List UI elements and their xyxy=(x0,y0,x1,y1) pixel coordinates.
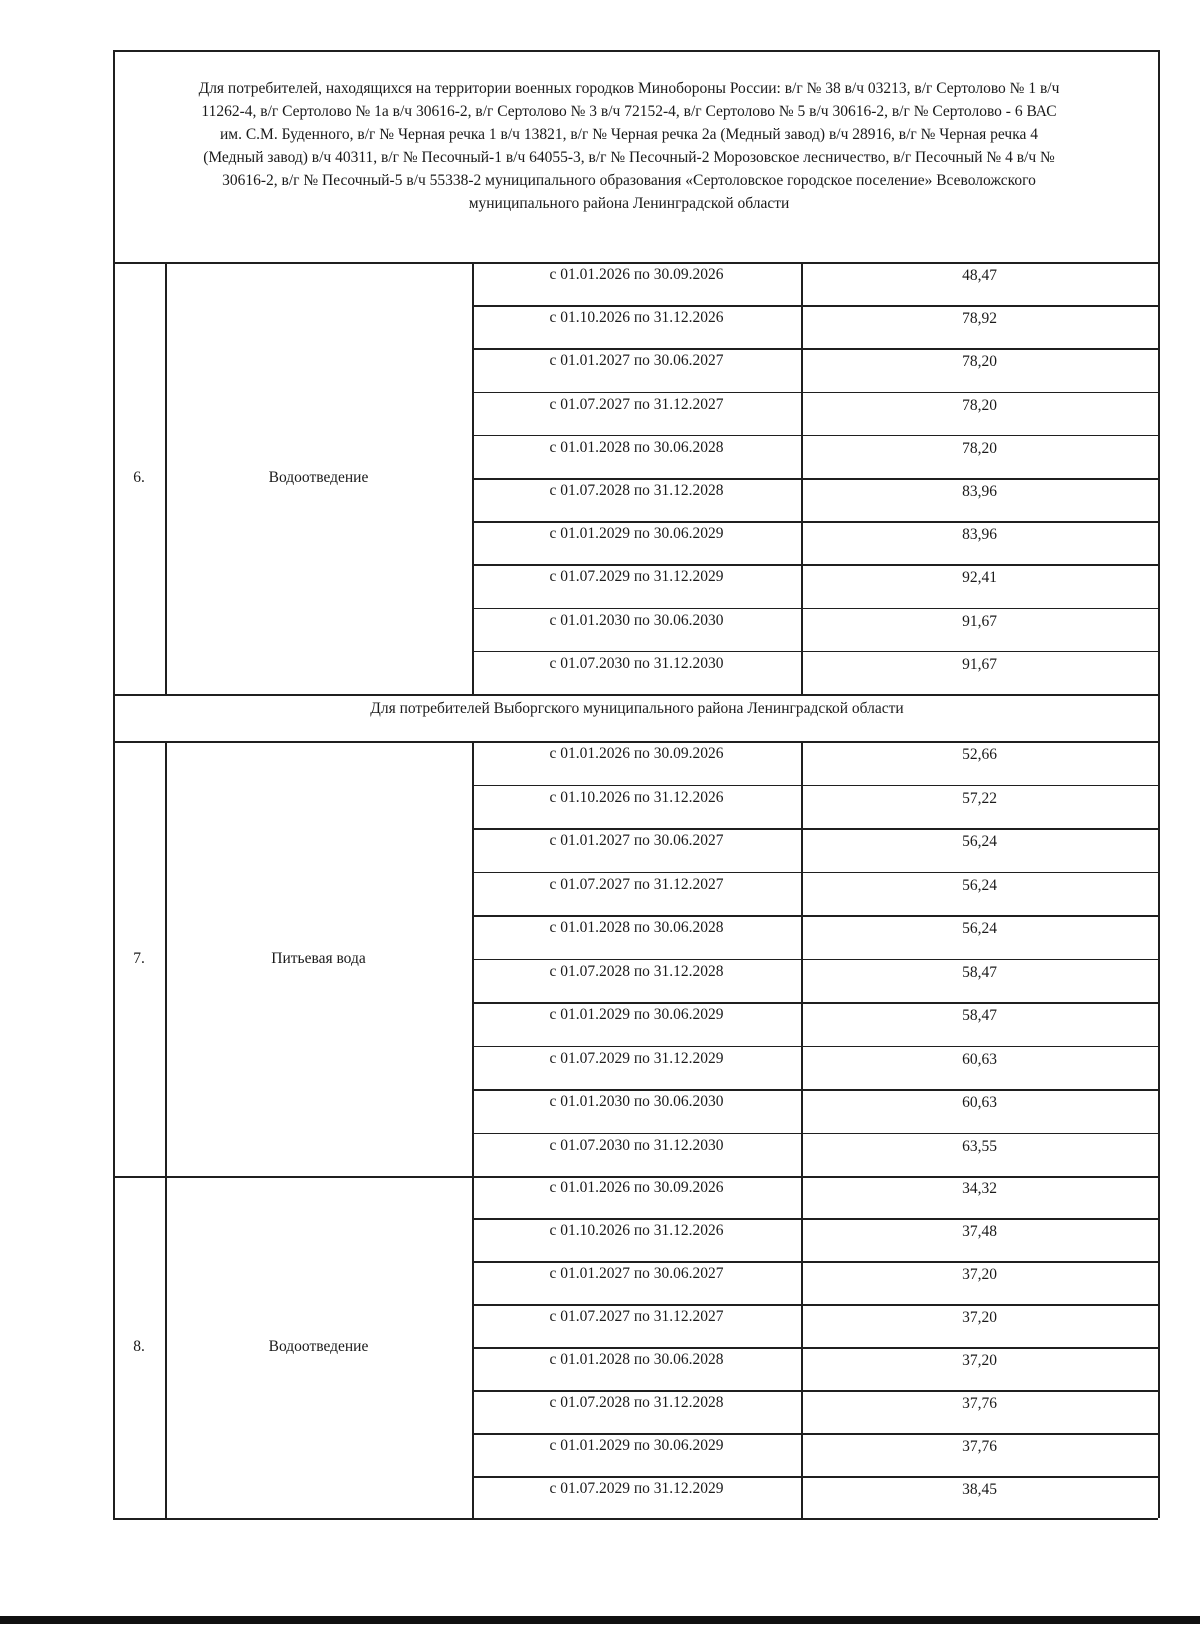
tariff-value-cell: 56,24 xyxy=(962,876,997,894)
period-cell: с 01.01.2027 по 30.06.2027 xyxy=(549,1265,724,1282)
period-cell: с 01.01.2029 по 30.06.2029 xyxy=(549,1437,724,1454)
tariff-value-cell: 58,47 xyxy=(962,1007,997,1024)
period-row-divider xyxy=(472,521,1158,523)
tariff-value-cell: 38,45 xyxy=(962,1481,997,1498)
section-heading-top-border xyxy=(113,694,1158,696)
period-row-divider xyxy=(472,1476,1158,1478)
service-name: Водоотведение xyxy=(268,469,369,486)
period-cell: с 01.07.2028 по 31.12.2028 xyxy=(549,482,724,499)
period-cell: с 01.07.2028 по 31.12.2028 xyxy=(549,962,724,980)
period-cell: с 01.07.2027 по 31.12.2027 xyxy=(549,875,724,893)
tariff-value-cell: 60,63 xyxy=(962,1094,997,1111)
tariff-value-cell: 78,92 xyxy=(962,310,997,328)
tariff-value-cell: 78,20 xyxy=(962,439,997,457)
period-cell: с 01.01.2029 по 30.06.2029 xyxy=(549,1006,724,1023)
tariff-value-cell: 52,66 xyxy=(962,746,997,763)
period-row-divider xyxy=(472,1002,1158,1004)
header-line: 30616-2, в/г № Песочный-5 в/ч 55338-2 муниципального образования «Сертоловское городское поселение» Всеволожского xyxy=(222,172,1036,189)
consumers-header-block xyxy=(116,77,1142,215)
period-row-divider xyxy=(472,1347,1158,1349)
service-name: Питьевая вода xyxy=(271,949,366,967)
tariff-value-cell: 60,63 xyxy=(962,1050,997,1068)
period-row-divider xyxy=(472,608,1158,610)
period-cell: с 01.01.2026 по 30.09.2026 xyxy=(549,745,724,762)
period-row-divider xyxy=(472,828,1158,830)
period-cell: с 01.01.2026 по 30.09.2026 xyxy=(549,266,724,283)
header-line: Для потребителей, находящихся на территории военных городков Минобороны России: в/г № 38 в/ч 03213, в/г Сертолово № 1 в/ч xyxy=(198,80,1060,97)
tariff-value-cell: 37,48 xyxy=(962,1223,997,1240)
scan-edge-bar xyxy=(0,1616,1200,1624)
period-row-divider xyxy=(472,478,1158,480)
tariff-value-cell: 56,24 xyxy=(962,833,997,850)
period-cell: с 01.10.2026 по 31.12.2026 xyxy=(549,788,724,806)
period-row-divider xyxy=(472,1218,1158,1220)
tariff-value-cell: 37,20 xyxy=(962,1352,997,1369)
period-row-divider xyxy=(472,348,1158,350)
row-number: 8. xyxy=(133,1337,145,1355)
tariff-value-cell: 56,24 xyxy=(962,920,997,937)
period-cell: с 01.10.2026 по 31.12.2026 xyxy=(549,1222,724,1239)
tariff-value-cell: 78,20 xyxy=(962,353,997,371)
header-line: (Медный завод) в/ч 40311, в/г № Песочный-1 в/ч 64055-3, в/г № Песочный-2 Морозовское лесничество, в/г Песочный № 4 в/ч № xyxy=(203,149,1055,166)
period-cell: с 01.01.2027 по 30.06.2027 xyxy=(549,832,724,849)
service-name: Водоотведение xyxy=(268,1337,369,1355)
tariff-value-cell: 83,96 xyxy=(962,483,997,500)
period-row-divider xyxy=(472,1046,1158,1048)
period-row-divider xyxy=(472,1133,1158,1135)
table-top-border xyxy=(113,50,1158,52)
period-row-divider xyxy=(472,785,1158,787)
section-heading-bottom-border xyxy=(113,741,1158,743)
table-left-border xyxy=(113,50,115,1518)
period-cell: с 01.10.2026 по 31.12.2026 xyxy=(549,309,724,327)
period-cell: с 01.07.2028 по 31.12.2028 xyxy=(549,1394,724,1411)
period-row-divider xyxy=(472,392,1158,394)
period-cell: с 01.07.2030 по 31.12.2030 xyxy=(549,654,724,672)
tariff-value-cell: 34,32 xyxy=(962,1180,997,1197)
header-line: им. С.М. Буденного, в/г № Черная речка 1 в/ч 13821, в/г № Черная речка 2а (Медный завод) в/ч 28916, в/г № Черная речка 4 xyxy=(219,126,1039,143)
row-number: 7. xyxy=(133,949,145,967)
header-block-bottom-border xyxy=(113,262,1158,264)
table-bottom-border xyxy=(113,1518,1158,1520)
period-cell: с 01.07.2029 по 31.12.2029 xyxy=(549,1480,724,1497)
tariff-value-cell: 63,55 xyxy=(962,1137,997,1155)
period-row-divider xyxy=(472,305,1158,307)
tariff-value-cell: 92,41 xyxy=(962,569,997,587)
tariff-value-cell: 58,47 xyxy=(962,963,997,981)
tariff-value-cell: 37,20 xyxy=(962,1309,997,1326)
period-cell: с 01.01.2030 по 30.06.2030 xyxy=(549,611,724,629)
row-number: 6. xyxy=(133,469,145,486)
period-cell: с 01.01.2028 по 30.06.2028 xyxy=(549,919,724,936)
tariff-value-cell: 37,20 xyxy=(962,1266,997,1283)
tariff-value-cell: 37,76 xyxy=(962,1438,997,1455)
tariff-value-cell: 48,47 xyxy=(962,267,997,284)
period-cell: с 01.01.2029 по 30.06.2029 xyxy=(549,525,724,543)
tariff-value-cell: 83,96 xyxy=(962,526,997,544)
period-cell: с 01.07.2029 по 31.12.2029 xyxy=(549,568,724,586)
period-cell: с 01.07.2029 по 31.12.2029 xyxy=(549,1049,724,1067)
tariff-value-cell: 91,67 xyxy=(962,612,997,630)
tariff-value-cell: 57,22 xyxy=(962,789,997,807)
period-row-divider xyxy=(472,1304,1158,1306)
period-row-divider xyxy=(472,651,1158,653)
period-cell: с 01.01.2028 по 30.06.2028 xyxy=(549,438,724,456)
period-row-divider xyxy=(472,915,1158,917)
tariff-value-cell: 37,76 xyxy=(962,1395,997,1412)
period-cell: с 01.01.2027 по 30.06.2027 xyxy=(549,352,724,370)
table-right-border xyxy=(1158,50,1160,1518)
period-cell: с 01.01.2026 по 30.09.2026 xyxy=(549,1179,724,1196)
period-row-divider xyxy=(472,435,1158,437)
header-line: 11262-4, в/г Сертолово № 1а в/ч 30616-2, в/г Сертолово № 3 в/ч 72152-4, в/г Сертолово № 5 в/ч 30616-2, в/г № Сертолово - 6 ВАС xyxy=(201,103,1057,120)
section-heading: Для потребителей Выборгского муниципального района Ленинградской области xyxy=(370,700,904,717)
period-cell: с 01.07.2030 по 31.12.2030 xyxy=(549,1136,724,1154)
tariff-value-cell: 78,20 xyxy=(962,396,997,414)
tariff-value-cell: 91,67 xyxy=(962,655,997,673)
period-row-divider xyxy=(472,1433,1158,1435)
period-cell: с 01.07.2027 по 31.12.2027 xyxy=(549,1308,724,1325)
period-row-divider xyxy=(472,959,1158,961)
period-row-divider xyxy=(472,1089,1158,1091)
period-cell: с 01.07.2027 по 31.12.2027 xyxy=(549,395,724,413)
period-cell: с 01.01.2030 по 30.06.2030 xyxy=(549,1093,724,1110)
period-row-divider xyxy=(472,1261,1158,1263)
header-line: муниципального района Ленинградской области xyxy=(468,195,790,212)
period-row-divider xyxy=(472,564,1158,566)
period-row-divider xyxy=(472,872,1158,874)
period-row-divider xyxy=(472,1390,1158,1392)
period-cell: с 01.01.2028 по 30.06.2028 xyxy=(549,1351,724,1368)
